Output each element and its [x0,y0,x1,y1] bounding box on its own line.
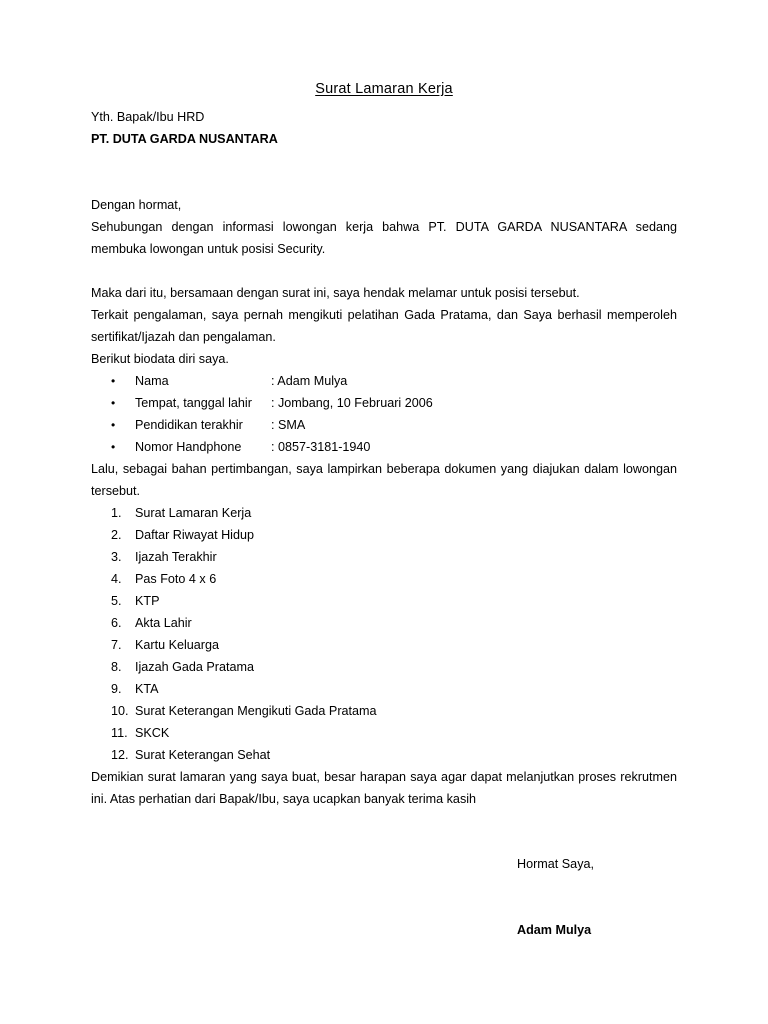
document-name: Pas Foto 4 x 6 [135,572,217,586]
document-name: Kartu Keluarga [135,638,220,652]
document-item [91,634,677,656]
paragraph-intro: Sehubungan dengan informasi lowongan kerja bahwa PT. DUTA GARDA NUSANTARA sedang membuka lowongan untuk posisi Security. [91,220,677,256]
document-name: Surat Lamaran Kerja [135,506,252,520]
item-number: 8. [111,660,122,674]
paragraph-experience: Terkait pengalaman, saya pernah mengikuti pelatihan Gada Pratama, dan Saya berhasil memperoleh sertifikat/Ijazah dan pengalaman. [91,308,677,344]
documents-intro: Lalu, sebagai bahan pertimbangan, saya lampirkan beberapa dokumen yang diajukan dalam lowongan tersebut. [91,462,677,498]
document-name: KTA [135,682,159,696]
item-number: 9. [111,682,122,696]
bullet-icon: • [111,440,116,454]
biodata-label: Nomor Handphone [135,440,242,454]
biodata-list [91,370,677,458]
document-item [91,678,677,700]
paragraph-application: Maka dari itu, bersamaan dengan surat ini, saya hendak melamar untuk posisi tersebut. [91,286,580,300]
letter-title: Surat Lamaran Kerja [315,81,453,97]
biodata-intro: Berikut biodata diri saya. [91,352,229,366]
document-name: Surat Keterangan Mengikuti Gada Pratama [135,704,377,718]
biodata-value: : Jombang, 10 Februari 2006 [271,396,433,410]
signature-space [517,875,594,919]
biodata-item [91,392,677,414]
biodata-label: Tempat, tanggal lahir [135,396,252,410]
document-name: Surat Keterangan Sehat [135,748,271,762]
bullet-icon: • [111,374,116,388]
document-name: Daftar Riwayat Hidup [135,528,254,542]
signature-block [517,853,594,941]
biodata-label: Nama [135,374,169,388]
biodata-value: : 0857-3181-1940 [271,440,371,454]
document-item [91,590,677,612]
document-name: KTP [135,594,160,608]
item-number: 10. [111,704,129,718]
document-item [91,656,677,678]
item-number: 2. [111,528,122,542]
document-item [91,502,677,524]
bullet-icon: • [111,396,116,410]
document-item [91,546,677,568]
document-item [91,722,677,744]
recipient-line: Yth. Bapak/Ibu HRD [91,110,205,124]
document-name: Akta Lahir [135,616,192,630]
document-name: SKCK [135,726,170,740]
documents-list [91,502,677,766]
item-number: 6. [111,616,122,630]
signer-name: Adam Mulya [517,923,592,937]
document-item [91,744,677,766]
biodata-value: : Adam Mulya [271,374,348,388]
sign-off: Hormat Saya, [517,857,594,871]
item-number: 12. [111,748,129,762]
letter-body [91,80,677,810]
document-name: Ijazah Gada Pratama [135,660,255,674]
spacer [91,150,677,194]
item-number: 1. [111,506,122,520]
document-item [91,700,677,722]
item-number: 11. [111,726,128,740]
biodata-item [91,414,677,436]
biodata-value: : SMA [271,418,306,432]
bullet-icon: • [111,418,116,432]
item-number: 3. [111,550,122,564]
document-name: Ijazah Terakhir [135,550,217,564]
item-number: 7. [111,638,122,652]
spacer [91,260,677,282]
item-number: 5. [111,594,122,608]
document-item [91,524,677,546]
biodata-item [91,370,677,392]
biodata-label: Pendidikan terakhir [135,418,243,432]
salutation: Dengan hormat, [91,198,182,212]
closing-paragraph: Demikian surat lamaran yang saya buat, besar harapan saya agar dapat melanjutkan proses rekrutmen ini. Atas perhatian dari Bapak/Ibu, saya ucapkan banyak terima kasih [91,770,677,806]
document-item [91,568,677,590]
item-number: 4. [111,572,122,586]
document-item [91,612,677,634]
biodata-item [91,436,677,458]
recipient-company: PT. DUTA GARDA NUSANTARA [91,132,278,146]
